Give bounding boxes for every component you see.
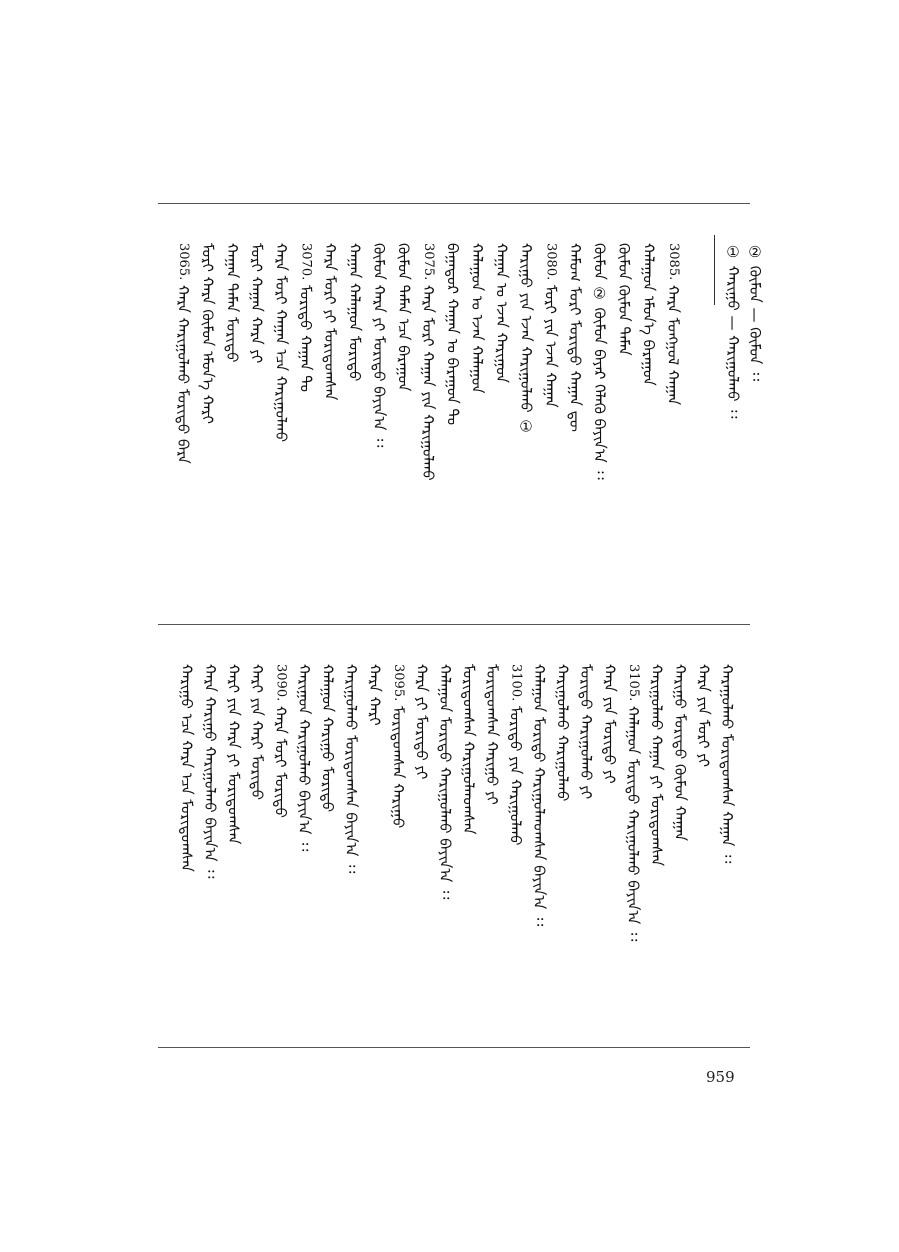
verse-text: ᠬᠠᠷᠢᠭᠤ ᠶᠢᠨ ᠡᠵᠡᠨ ᠬᠠᠷᠢᠭᠤᠯᠬᠤ ① bbox=[517, 243, 535, 436]
verse-line bbox=[248, 243, 266, 363]
verse-line bbox=[199, 243, 217, 424]
verse-line bbox=[295, 664, 313, 851]
verse-line bbox=[366, 664, 384, 726]
verse-number: 3095. bbox=[391, 664, 406, 702]
verse-section-bottom bbox=[158, 624, 750, 1024]
verse-line bbox=[493, 243, 511, 383]
verse-line bbox=[346, 243, 364, 381]
footnote: ① ᠬᠠᠷᠢᠭᠤ — ᠬᠠᠷᠢᠭᠤᠯᠬᠤ ᠄᠄ bbox=[724, 243, 742, 419]
verse-text: ᠬᠠᠷᠢᠭᠤᠨ ᠬᠠᠷᠢᠭᠤᠯᠬᠤ ᠪᠠᠶᠢᠨ᠎ᠠ ᠄᠄ bbox=[295, 664, 313, 852]
verse-line bbox=[248, 664, 266, 800]
verse-text: ᠬᠠᠷᠢᠭᠤ ᠮᠣᠷᠢᠳᠤ ᠬᠦᠮᠦᠨ ᠬᠠᠭᠠᠨ bbox=[671, 664, 689, 841]
verse-number: 3105. bbox=[626, 664, 641, 702]
verse-text: ᠬᠠᠷᠢ ᠶᠢᠨ ᠬᠠᠷᠠ ᠶᠢ ᠮᠣᠷᠢᠳᠤᠭᠰᠠᠨ bbox=[224, 664, 243, 845]
verse-text: ᠮᠣᠷᠢᠳᠤᠭᠰᠠᠨ ᠬᠠᠷᠢᠭᠤ ᠶᠢ bbox=[483, 664, 501, 805]
verse-text: ᠬᠠᠷᠠ ᠬᠠᠷᠢ bbox=[365, 664, 384, 726]
verse-text: ᠬᠠᠷᠠ ᠮᠣᠷᠢ ᠬᠠᠭᠠᠨ ᠶᠢᠨ ᠬᠠᠷᠢᠭᠤᠯᠬᠤ bbox=[419, 285, 437, 481]
verse-text: ᠬᠠᠯᠠᠭᠤᠨ ᠮᠣᠷᠢᠳᠤ ᠬᠠᠷᠢᠭᠤᠯᠬᠤᠭᠰᠠᠨ ᠪᠠᠶᠢᠨ᠎ᠠ ᠄᠄ bbox=[530, 664, 548, 927]
verse-line bbox=[413, 664, 431, 779]
verse-text: ᠬᠦᠮᠦᠨ ᠲᠡᠮᠡᠨ ᠡᠴᠡ ᠪᠠᠷᠠᠭᠤᠨ bbox=[394, 243, 413, 392]
verse-text: ᠬᠠᠷᠢᠭᠤ ᠡᠴᠡ ᠬᠠᠷᠠ ᠡᠴᠡ ᠮᠣᠷᠢᠳᠤᠭᠰᠠᠨ bbox=[177, 664, 196, 872]
verse-text: ᠬᠦᠮᠦᠨ ᠬᠦᠮᠦᠨ ᠲᠡᠮᠡᠨ bbox=[615, 243, 633, 356]
bottom-rule bbox=[158, 1047, 750, 1048]
verse-line bbox=[174, 243, 192, 464]
verse-text: ᠬᠠᠭᠠᠨ ᠤ ᠡᠵᠡᠨ ᠬᠠᠷᠢᠭᠤᠨ bbox=[492, 243, 511, 383]
verse-line bbox=[297, 243, 315, 392]
verse-line bbox=[640, 243, 658, 386]
verse-line bbox=[591, 243, 609, 480]
verse-text: ᠬᠠᠷᠠ ᠮᠣᠷᠢ ᠮᠣᠷᠢᠳᠤ bbox=[271, 706, 290, 818]
verse-text: ᠮᠣᠷᠢᠳᠤᠭᠰᠠᠨ ᠬᠠᠷᠢᠭᠤ bbox=[389, 706, 407, 829]
verse-text: ᠬᠠᠯᠠᠭᠤᠨ ᠡᠮᠦᠨ᠎ᠡ ᠪᠠᠷᠠᠭᠤᠨ bbox=[639, 243, 658, 386]
verse-line bbox=[483, 664, 501, 805]
verse-line bbox=[718, 664, 736, 863]
verse-line bbox=[419, 243, 437, 481]
verse-text: ᠬᠠᠷᠢᠭᠤᠯᠬᠤ ᠬᠠᠷᠢᠭᠤᠯᠬᠤ bbox=[553, 664, 572, 802]
verse-line bbox=[460, 664, 478, 835]
verse-line bbox=[517, 243, 535, 435]
verse-line bbox=[321, 243, 339, 400]
verse-line bbox=[507, 664, 525, 846]
verse-number: 3070. bbox=[298, 243, 314, 281]
verse-line bbox=[444, 243, 462, 425]
footnote: ② ᠬᠦᠮᠦᠨ — ᠬᠦᠮᠦᠨ ᠄᠄ bbox=[746, 243, 764, 382]
verse-number: 3085. bbox=[666, 243, 681, 281]
verse-text: ᠬᠠᠷᠠ ᠶᠢ ᠮᠣᠷᠢᠳᠤ ᠶᠢ bbox=[412, 664, 431, 780]
verse-text: ᠬᠦᠮᠦᠨ ② ᠬᠦᠮᠦᠨ ᠪᠠᠶᠠᠷ ᠬᠡᠯᠡᠬᠦ ᠪᠠᠶᠢᠨ᠎ᠠ ᠄᠄ bbox=[590, 243, 609, 480]
verse-text: ᠮᠣᠷᠢ ᠬᠠᠷᠠ ᠬᠦᠮᠦᠨ ᠡᠮᠦᠨ᠎ᠡ ᠬᠠᠷᠢ bbox=[198, 243, 217, 424]
verse-text: ᠬᠠᠯᠠᠭᠤᠨ ᠬᠠᠷᠢᠭᠤ ᠮᠣᠷᠢᠳᠤ bbox=[318, 664, 337, 813]
verse-text: ᠬᠠᠮᠤᠭ ᠮᠣᠷᠢ ᠮᠣᠷᠢᠳᠤ ᠬᠠᠭᠠᠨ ᠳᠦ bbox=[566, 243, 584, 432]
verse-line bbox=[566, 243, 584, 432]
verse-line bbox=[319, 664, 337, 812]
verse-text: ᠮᠣᠷᠢᠳᠤ ᠬᠠᠭᠠᠨ ᠲᠤ bbox=[296, 285, 315, 392]
verse-text: ᠬᠠᠷᠠ ᠶᠢᠨ ᠮᠣᠷᠢ ᠶᠢ bbox=[694, 664, 713, 768]
verse-text: ᠬᠠᠷᠢ ᠶᠢᠨ ᠬᠠᠷᠢ ᠮᠣᠷᠢᠳᠤ bbox=[248, 664, 266, 800]
page-number: 959 bbox=[706, 1068, 735, 1086]
verse-text: ᠮᠣᠷᠢᠳᠤ ᠶᠢᠨ ᠬᠠᠷᠢᠭᠤᠯᠬᠤ bbox=[506, 706, 525, 846]
verse-number: 3100. bbox=[508, 664, 524, 702]
verse-line bbox=[601, 664, 619, 784]
verse-number: 3090. bbox=[273, 664, 289, 702]
verse-line bbox=[695, 664, 713, 767]
verse-text: ᠬᠠᠷᠠ ᠮᠣᠷᠢ ᠬᠠᠭᠠᠨ ᠡᠴᠡ ᠬᠠᠷᠢᠭᠤᠯᠬᠤ bbox=[272, 243, 290, 443]
verse-text: ᠬᠠᠷᠠ ᠶᠢᠨ ᠮᠣᠷᠢᠳᠤ ᠶᠢ bbox=[600, 664, 619, 784]
verse-line bbox=[554, 664, 572, 801]
verse-text: ᠮᠣᠷᠢᠳᠤ ᠬᠠᠷᠢᠭᠤᠯᠬᠤ ᠶᠢ bbox=[577, 664, 595, 800]
verse-text: ᠬᠠᠯᠠᠭᠤᠨ ᠮᠣᠷᠢᠳᠤ ᠬᠠᠷᠢᠭᠤᠯᠬᠤ ᠪᠠᠶᠢᠨ᠎ᠠ ᠄᠄ bbox=[624, 706, 642, 942]
verse-line bbox=[648, 664, 666, 866]
verse-line bbox=[624, 664, 642, 941]
verse-text: ᠬᠠᠷᠢᠭᠤᠯᠬᠤ ᠬᠠᠭᠠᠨ ᠶᠢ ᠮᠣᠷᠢᠳᠤᠭᠰᠠᠨ bbox=[647, 664, 666, 867]
verse-number: 3080. bbox=[543, 243, 559, 281]
verse-text: ᠪᠠᠭᠠᠲᠤᠷ ᠬᠠᠭᠠᠨ ᠤ ᠪᠠᠷᠠᠭᠤᠨ ᠲᠤ bbox=[443, 243, 462, 426]
verse-line bbox=[389, 664, 407, 828]
verse-text: ᠬᠠᠯᠠᠭᠤᠨ ᠮᠣᠷᠢᠳᠤ ᠬᠠᠷᠢᠭᠤᠯᠬᠤ ᠪᠠᠶᠢᠨ᠎ᠠ ᠄᠄ bbox=[436, 664, 454, 900]
verse-line bbox=[342, 664, 360, 873]
verse-text: ᠬᠠᠷᠠ ᠬᠠᠷᠢᠭᠤᠯᠬᠤ ᠮᠣᠷᠢᠳᠤ ᠪᠠᠷᠠ bbox=[174, 285, 192, 464]
verse-text: ᠮᠣᠷᠢ ᠶᠢᠨ ᠡᠵᠡᠨ ᠬᠠᠭᠠᠨ bbox=[541, 285, 560, 408]
verse-text: ᠬᠠᠷᠠᠭᠤᠯᠬᠤ ᠮᠣᠷᠢᠳᠤᠭᠰᠠᠨ ᠬᠠᠭᠠᠨ ᠄᠄ bbox=[718, 664, 736, 864]
verse-text: ᠬᠠᠷᠠ ᠮᠣᠷᠢ ᠶᠢ ᠮᠣᠷᠢᠳᠤᠭᠰᠠᠨ bbox=[321, 243, 339, 401]
verse-line bbox=[225, 664, 243, 844]
verse-text: ᠬᠠᠭᠠᠨ ᠬᠠᠯᠠᠭᠤᠨ ᠮᠣᠷᠢᠳᠤ bbox=[345, 243, 364, 382]
verse-text: ᠮᠣᠷᠢᠳᠤᠭᠰᠠᠨ ᠬᠠᠷᠢᠭᠤᠯᠬᠤᠭᠰᠠᠨ bbox=[459, 664, 478, 835]
verse-line bbox=[436, 664, 454, 899]
verse-line bbox=[664, 243, 682, 405]
verse-line bbox=[223, 243, 241, 363]
verse-text: ᠬᠠᠯᠠᠭᠤᠨ ᠤ ᠡᠵᠡᠨ ᠬᠠᠯᠠᠭᠤᠨ bbox=[468, 243, 486, 394]
verse-line bbox=[615, 243, 633, 356]
verse-line bbox=[530, 664, 548, 926]
verse-line bbox=[201, 664, 219, 878]
verse-line bbox=[395, 243, 413, 391]
verse-text: ᠬᠠᠭᠠᠨ ᠲᠡᠮᠡᠨ ᠮᠣᠷᠢᠳᠤ bbox=[223, 243, 241, 363]
verse-line bbox=[178, 664, 196, 872]
verse-line bbox=[542, 243, 560, 408]
verse-line bbox=[370, 243, 388, 447]
verse-text: ᠮᠣᠷᠢ ᠬᠠᠭᠠᠨ ᠬᠠᠷᠠ ᠶᠢ bbox=[247, 243, 266, 364]
verse-number: 3065. bbox=[176, 243, 191, 281]
verse-text: ᠬᠠᠷᠠ ᠬᠠᠷᠢᠭᠤ ᠬᠠᠷᠢᠭᠤᠯᠬᠤ ᠪᠠᠶᠢᠨ᠎ᠠ ᠄᠄ bbox=[201, 664, 219, 879]
verse-line bbox=[468, 243, 486, 394]
verse-section-top bbox=[158, 203, 764, 603]
verse-line bbox=[272, 664, 290, 818]
verse-line bbox=[577, 664, 595, 799]
verse-text: ᠬᠠᠷᠢᠭᠤᠯᠬᠤ ᠮᠣᠷᠢᠳᠤᠭᠰᠠᠨ ᠪᠠᠶᠢᠨ᠎ᠠ ᠄᠄ bbox=[342, 664, 360, 874]
verse-text: ᠬᠠᠷᠠ ᠮᠣᠩᠭᠣᠯ ᠬᠠᠭᠠᠨ bbox=[664, 285, 682, 406]
verse-line bbox=[272, 243, 290, 442]
verse-number: 3075. bbox=[421, 243, 436, 281]
verse-line bbox=[671, 664, 689, 841]
verse-text: ᠬᠦᠮᠦᠨ ᠬᠠᠷᠠ ᠶᠢ ᠮᠣᠷᠢᠳᠤ ᠪᠠᠶᠢᠨ᠎ᠠ ᠄᠄ bbox=[370, 243, 388, 448]
